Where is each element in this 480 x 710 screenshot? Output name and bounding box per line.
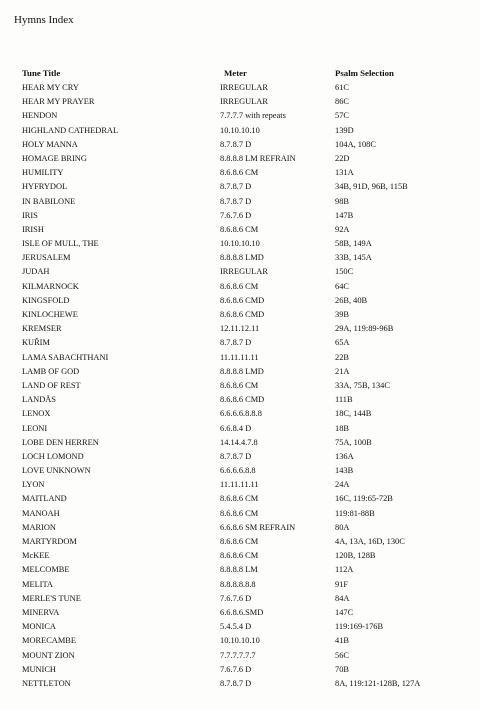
tune-title-cell: KUŘIM: [22, 338, 50, 348]
meter-cell: 6.6.6.6.8.8.8: [220, 409, 262, 419]
meter-cell: 8.6.8.6 CM: [220, 508, 259, 518]
tune-title-cell: HENDON: [22, 111, 58, 121]
meter-cell: 8.7.8.7 D: [220, 451, 252, 461]
psalm-selection-cell: 112A: [335, 565, 354, 575]
table-row: [22, 379, 462, 393]
meter-cell: 14.14.4.7.8: [220, 437, 258, 447]
psalm-selection-cell: 75A, 100B: [335, 437, 372, 447]
table-body: [22, 81, 462, 691]
meter-cell: 8.8.8.8 LM: [220, 565, 258, 575]
psalm-selection-cell: 98B: [335, 196, 349, 206]
psalm-selection-cell: 8A, 119:121-128B, 127A: [335, 678, 421, 688]
psalm-selection-cell: 4A, 13A, 16D, 130C: [335, 537, 405, 546]
table-row: [22, 606, 462, 620]
meter-cell: 7.7.7.7.7.7: [220, 650, 256, 660]
tune-title-cell: MARION: [22, 522, 56, 532]
psalm-selection-cell: 18B: [335, 423, 349, 433]
tune-title-cell: MINERVA: [22, 607, 60, 617]
psalm-selection-cell: 29A, 119:89-96B: [335, 324, 394, 334]
psalm-selection-cell: 58B, 149A: [335, 239, 372, 249]
tune-title-cell: JERUSALEM: [22, 253, 71, 263]
meter-cell: 8.6.8.6 CMD: [220, 295, 265, 305]
meter-cell: 8.8.8.8 LM REFRAIN: [220, 153, 296, 163]
meter-cell: 6.6.8.4 D: [220, 423, 252, 433]
tune-title-cell: HOLY MANNA: [22, 139, 78, 149]
psalm-selection-cell: 41B: [335, 636, 349, 646]
psalm-selection-cell: 111B: [335, 395, 353, 405]
tune-title-cell: MANOAH: [22, 508, 60, 518]
meter-cell: IRREGULAR: [220, 267, 268, 277]
tune-title-cell: HOMAGE BRING: [22, 153, 87, 163]
tune-title-cell: ISLE OF MULL, THE: [22, 239, 99, 249]
table-row: [22, 422, 462, 436]
tune-title-cell: KILMARNOCK: [22, 281, 79, 291]
tune-title-cell: LYON: [22, 480, 45, 490]
meter-cell: 8.7.8.7 D: [220, 182, 252, 192]
table-row: [22, 336, 462, 350]
psalm-selection-cell: 139D: [335, 125, 354, 135]
table-row: [22, 535, 462, 549]
table-row: [22, 195, 462, 209]
psalm-selection-cell: 70B: [335, 664, 349, 674]
tune-title-cell: IRIS: [22, 210, 38, 220]
table-row: [22, 209, 462, 223]
psalm-selection-cell: 18C, 144B: [335, 409, 372, 419]
table-row: [22, 677, 462, 691]
psalm-selection-cell: 34B, 91D, 96B, 115B: [335, 182, 408, 192]
tune-title-cell: LAMA SABACHTHANI: [22, 352, 109, 362]
table-row: [22, 237, 462, 251]
table-row: [22, 563, 462, 577]
table-row: [22, 436, 462, 450]
meter-cell: 12.11.12.11: [220, 324, 260, 334]
meter-cell: 8.8.8.8 LMD: [220, 253, 264, 263]
tune-title-cell: NETTLETON: [22, 678, 71, 688]
table-row: [22, 109, 462, 123]
psalm-selection-cell: 143B: [335, 466, 354, 476]
psalm-selection-cell: 147C: [335, 607, 354, 617]
table-row: [22, 251, 462, 265]
psalm-selection-cell: 61C: [335, 83, 349, 92]
meter-cell: 8.7.8.7 D: [220, 678, 252, 688]
table-row: [22, 95, 462, 109]
meter-cell: 10.10.10.10: [220, 125, 260, 135]
table-row: [22, 152, 462, 166]
running-head: Hymns Index: [14, 14, 74, 26]
tune-title-cell: MONICA: [22, 622, 56, 632]
meter-cell: 7.6.7.6 D: [220, 593, 252, 603]
psalm-selection-cell: 84A: [335, 593, 350, 603]
table-row: [22, 407, 462, 421]
table-row: [22, 578, 462, 592]
psalm-selection-cell: 65A: [335, 338, 350, 348]
table-row: [22, 592, 462, 606]
tune-title-cell: HEAR MY CRY: [22, 83, 79, 92]
tune-title-cell: MARTYRDOM: [22, 537, 77, 546]
meter-cell: 8.6.8.6 CM: [220, 537, 259, 546]
tune-title-cell: MERLE'S TUNE: [22, 593, 81, 603]
table-row: [22, 365, 462, 379]
table-row: [22, 280, 462, 294]
hymn-index-table: [22, 66, 462, 691]
tune-title-cell: LEONI: [22, 423, 48, 433]
meter-cell: 6.6.8.6.SMD: [220, 607, 264, 617]
meter-cell: 5.4.5.4 D: [220, 622, 252, 632]
psalm-selection-cell: 64C: [335, 281, 349, 291]
table-row: [22, 649, 462, 663]
meter-cell: 8.6.8.6 CM: [220, 380, 259, 390]
tune-title-cell: LOBE DEN HERREN: [22, 437, 99, 447]
column-header-tune-title: Tune Title: [22, 68, 61, 78]
tune-title-cell: HUMILITY: [22, 168, 64, 178]
tune-title-cell: McKEE: [22, 551, 50, 561]
meter-cell: 8.6.8.6 CM: [220, 551, 259, 561]
psalm-selection-cell: 86C: [335, 97, 349, 107]
tune-title-cell: LANDÅS: [22, 395, 56, 405]
table-row: [22, 351, 462, 365]
table-row: [22, 124, 462, 138]
psalm-selection-cell: 33A, 75B, 134C: [335, 380, 390, 390]
column-header-meter: Meter: [224, 68, 247, 78]
tune-title-cell: MORECAMBE: [22, 636, 76, 646]
meter-cell: 8.8.8.8 LMD: [220, 366, 264, 376]
psalm-selection-cell: 150C: [335, 267, 354, 277]
meter-cell: 8.6.8.6 CM: [220, 494, 259, 504]
psalm-selection-cell: 26B, 40B: [335, 295, 368, 305]
table-row: [22, 265, 462, 279]
tune-title-cell: JUDAH: [22, 267, 50, 277]
meter-cell: 8.8.8.8.8.8: [220, 579, 256, 589]
psalm-selection-cell: 24A: [335, 480, 350, 490]
meter-cell: 11.11.11.11: [220, 480, 259, 490]
table-row: [22, 663, 462, 677]
meter-cell: 11.11.11.11: [220, 352, 259, 362]
meter-cell: 10.10.10.10: [220, 239, 260, 249]
table-row: [22, 450, 462, 464]
meter-cell: 7.7.7.7 with repeats: [220, 111, 286, 121]
meter-cell: IRREGULAR: [220, 97, 268, 107]
psalm-selection-cell: 104A, 108C: [335, 139, 376, 149]
psalm-selection-cell: 33B, 145A: [335, 253, 372, 263]
psalm-selection-cell: 119:169-176B: [335, 622, 384, 632]
meter-cell: 10.10.10.10: [220, 636, 260, 646]
table-row: [22, 507, 462, 521]
table-row: [22, 294, 462, 308]
tune-title-cell: LAMB OF GOD: [22, 366, 80, 376]
psalm-selection-cell: 147B: [335, 210, 354, 220]
table-row: [22, 464, 462, 478]
tune-title-cell: HEAR MY PRAYER: [22, 97, 95, 107]
table-row: [22, 521, 462, 535]
meter-cell: 8.6.8.6 CMD: [220, 310, 265, 319]
psalm-selection-cell: 56C: [335, 650, 349, 660]
meter-cell: 6.6.8.6 SM REFRAIN: [220, 522, 296, 532]
tune-title-cell: MOUNT ZION: [22, 650, 75, 660]
meter-cell: 8.7.8.7 D: [220, 196, 252, 206]
tune-title-cell: IN BABILONE: [22, 196, 76, 206]
table-row: [22, 549, 462, 563]
meter-cell: IRREGULAR: [220, 83, 268, 92]
tune-title-cell: HIGHLAND CATHEDRAL: [22, 125, 119, 135]
tune-title-cell: LOVE UNKNOWN: [22, 466, 91, 476]
meter-cell: 7.6.7.6 D: [220, 664, 252, 674]
meter-cell: 8.7.8.7 D: [220, 139, 252, 149]
psalm-selection-cell: 21A: [335, 366, 350, 376]
psalm-selection-cell: 92A: [335, 224, 350, 234]
table-row: [22, 223, 462, 237]
psalm-selection-cell: 80A: [335, 522, 350, 532]
table-row: [22, 166, 462, 180]
tune-title-cell: IRISH: [22, 224, 44, 234]
psalm-selection-cell: 119:81-88B: [335, 508, 375, 518]
meter-cell: 8.6.8.6 CM: [220, 168, 259, 178]
tune-title-cell: LOCH LOMOND: [22, 451, 84, 461]
table-row: [22, 138, 462, 152]
table-row: [22, 322, 462, 336]
psalm-selection-cell: 136A: [335, 451, 354, 461]
table-row: [22, 492, 462, 506]
psalm-selection-cell: 131A: [335, 168, 354, 178]
tune-title-cell: MAITLAND: [22, 494, 67, 504]
table-row: [22, 308, 462, 322]
psalm-selection-cell: 39B: [335, 310, 349, 319]
meter-cell: 8.6.8.6 CM: [220, 224, 259, 234]
tune-title-cell: HYFRYDOL: [22, 182, 68, 192]
tune-title-cell: LENOX: [22, 409, 51, 419]
meter-cell: 8.7.8.7 D: [220, 338, 252, 348]
psalm-selection-cell: 22D: [335, 153, 350, 163]
meter-cell: 8.6.8.6 CM: [220, 281, 259, 291]
meter-cell: 6.6.6.6.8.8: [220, 466, 256, 476]
meter-cell: 8.6.8.6 CMD: [220, 395, 265, 405]
tune-title-cell: LAND OF REST: [22, 380, 81, 390]
table-row: [22, 393, 462, 407]
table-row: [22, 634, 462, 648]
psalm-selection-cell: 22B: [335, 352, 349, 362]
psalm-selection-cell: 57C: [335, 111, 349, 121]
psalm-selection-cell: 16C, 119:65-72B: [335, 494, 393, 504]
table-row: [22, 180, 462, 194]
psalm-selection-cell: 91F: [335, 579, 349, 589]
table-row: [22, 620, 462, 634]
tune-title-cell: KINLOCHEWE: [22, 310, 78, 319]
tune-title-cell: KINGSFOLD: [22, 295, 70, 305]
tune-title-cell: KREMSER: [22, 324, 62, 334]
table-header: [22, 66, 462, 81]
tune-title-cell: MELCOMBE: [22, 565, 70, 575]
tune-title-cell: MELITA: [22, 579, 53, 589]
column-header-psalm-selection: Psalm Selection: [335, 68, 394, 78]
meter-cell: 7.6.7.6 D: [220, 210, 252, 220]
psalm-selection-cell: 120B, 128B: [335, 551, 376, 561]
table-row: [22, 81, 462, 95]
tune-title-cell: MUNICH: [22, 664, 56, 674]
table-row: [22, 478, 462, 492]
